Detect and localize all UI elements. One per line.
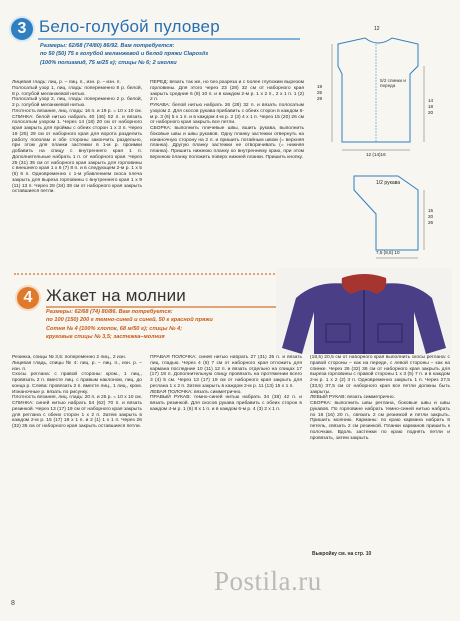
watermark: Postila.ru <box>214 566 322 596</box>
section-intro: Размеры: 62/68 (74) 80/86. Вам потребуется: по 100 (150) 200 г темно-синей и синей, 50 г красной пряжи Сотня № 4 (100% хлопок, 68 м/50 г); спицы № 4; круговые спицы № 3,5; застежка–молния <box>46 309 213 340</box>
jacket-photo <box>276 268 452 354</box>
title-underline <box>38 38 300 40</box>
schematic-drawing <box>310 14 450 268</box>
section-intro: Размеры: 62/68 (74/80) 86/92. Вам потребуется: по 50 (50) 75 г голубой меланжевой и белой пряжи Claposiis (100% полиамид, 75 м/25 г); спицы № 6; 2 иголки <box>40 43 209 66</box>
text-column-1: Лицевая гладь: лиц. р. – лиц. п., изн. р. – изн. п. Полосатый узор 1, лиц. гладь: попеременно 8 р. белой, 8 р. голубой меланжевой нитью. Полосатый узор 2, лиц. гладь: попеременно 2 р. белой, 2 р. голубой меланжевой нитью. Плотность вязания, лиц. гладь: 16 п. и 19 р. = 10 х 10 см. СПИНКА: белой нитью набрать 40 (46) 52 п. и вязать полосатым узором 1. Через 14 (18) 20 см от наборного края закрыть для проймы с обеих сторон 1 х 3 п. Через 19 (25) 29 см от наборного края для ворота разделить работу пополам и обе стороны закончить раздельно, при этом для планки застежки в 1-м р. проимки добавить на спицу с внутреннего края 1 п. Дополнительные набрать 1 п. от наборного края. Через 25 (31) 35 см от наборного края закрыть для горловины с внешнего края 1 х 6 (7) 8 п. и в следующем 2-м р. 1 х 5 (6) 6 п. Одновременно с 1-м убавлением скоса плеча закрыть для выреза горловины с внутреннего края 1 х 9 (11) 13 п. Через 28 (34) 38 см от наборного края закрыть оставшиеся петли. <box>12 80 142 195</box>
text-column-2: ПРАВАЯ ПОЛОЧКА: синей нитью набрать 27 (31) 35 п. и вязать лиц. гладью. Через 4 (6) 7 см от наборного края отложить для кармана последние 10 (11) 12 п. и вязать отдельно на спицах 17 (17) 18 п. Дополнительную спицу провязать на протяжении всего 3 (4) 5 см. Через 13 (17) 19 см от наборного края закрыть для реглана 1 х 2 п. Затем закрыть в каждом 2-м р. 11 (13) 15 х 1 п. ЛЕВАЯ ПОЛОЧКА: вязать симметрично. ПРАВЫЙ РУКАВ: темно-синей нитью набрать 34 (38) 42 п. и вязать резинкой. Для скосов рукава прибавить с обеих сторон в каждом 4-м р. 1 (6) 8 х 1 п. и в каждом 6-м р. 4 (3) 2 х 1 п. <box>150 355 302 412</box>
page-number: 8 <box>11 600 15 607</box>
text-column-2: ПЕРЕД: вязать так же, но без разреза и с более глубоким вырезом горловины. Для этого через 23 (28) 32 см от наборного края закрыть средние 6 (8) 10 п. и в каждом 2-м р. 1 х 2 п., 2 х 1 п. 1 (2) 2 п. РУКАВА: белой нитью набрать 26 (28) 32 п. и вязать полосатым узором 2. Для скосов рукава прибавить с обеих сторон в каждом 6-м р. 3 (6) 5 х 1 п. и в каждом 4-м р. 2 (3) 4 х 1 п. Через 15 (20) 26 см от наборного края закрыть все петли. СБОРКА: выполнить плечевые швы, вшить рукава, выполнить боковые швы и швы рукавов. Одну планку застежки отвернуть на изнаночную сторону на 2 п. и пришить потайным швом (= верхняя планка). Другую планку застежки не отворачивать (= нижняя планка). Пришить нижнюю планку ко внутреннему краю, при этом верхнюю планку положить поверх нижней планки. Пришить кнопку. <box>150 80 304 160</box>
pattern-schematic: 12 5/2 спинки и переда 19 25 29 14 18 20 12 (14)16 1/2 рукава 15 20 26 7,5 (8,5) 10 <box>310 14 450 268</box>
section-number-badge: 3 <box>11 18 33 40</box>
section-number-badge: 4 <box>17 287 39 309</box>
jacket-illustration <box>276 268 452 354</box>
pattern-reference: Выкройку см. на стр. 10 <box>312 551 372 557</box>
section-title: Жакет на молнии <box>46 286 187 305</box>
section-title: Бело-голубой пуловер <box>39 17 220 36</box>
text-column-1: Резинка, спицы № 3,5: попеременно 2 лиц., 2 изн. Лицевая гладь, спицы № 4: лиц. р. – лиц. п., изн. р. – изн. п. Скосы реглана: с правой стороны: кром., 1 лиц., провязать 2 п. вместе лиц. с правым наклоном, лиц. до конца р. Слева: провязать 2 п. вместе лиц., 1 лиц., кром. Изнаночные р. вязать по рисунку. Плотность вязания, лиц. гладь: 20 п. и 25 р. = 10 х 10 см. СПИНКА: синей нитью набрать 54 (62) 70 п. и вязать резинкой. Через 13 (17) 19 см от наборного края закрыть для реглана с обеих сторон 1 х 2 п. Затем закрыть в каждом 2-м р. 15 (17) 19 х 1 п. и 2 (1) 1 х 1 п. Через 26 (32) 36 см от наборного края закрыть оставшиеся петли. <box>12 355 142 429</box>
text-column-3: (18,5) 20,5 см от наборного края выполнить скосы реглана: с правой стороны – как на переде, с левой стороны – как на спинке. Через 26 (32) 36 см от наборного края закрыть для выреза горловины с правой стороны 1 х 3 (5) 7 п. и в каждом 2-м р. 1 х 2 (2) 3 п. Одновременно закрыть 1 п. Через 27,5 (33,5) 37,5 см от наборного края все петли должны быть закрыты. ЛЕВЫЙ РУКАВ: вязать симметрично. СБОРКА: выполнить швы реглана, боковые швы и швы рукавов. По горловине набрать темно-синей нитью набрать по 16 (16) 20 п., связать 2 см резинкой и петли закрыть. Пришить молнию. Карманы: по краю кармана набрать 8 петель, связать 2 см резинкой. Планки карманов пришить к полочкам. Вдоль застежки по краю поднять петли и провязать, затем закрыть. <box>310 355 450 441</box>
